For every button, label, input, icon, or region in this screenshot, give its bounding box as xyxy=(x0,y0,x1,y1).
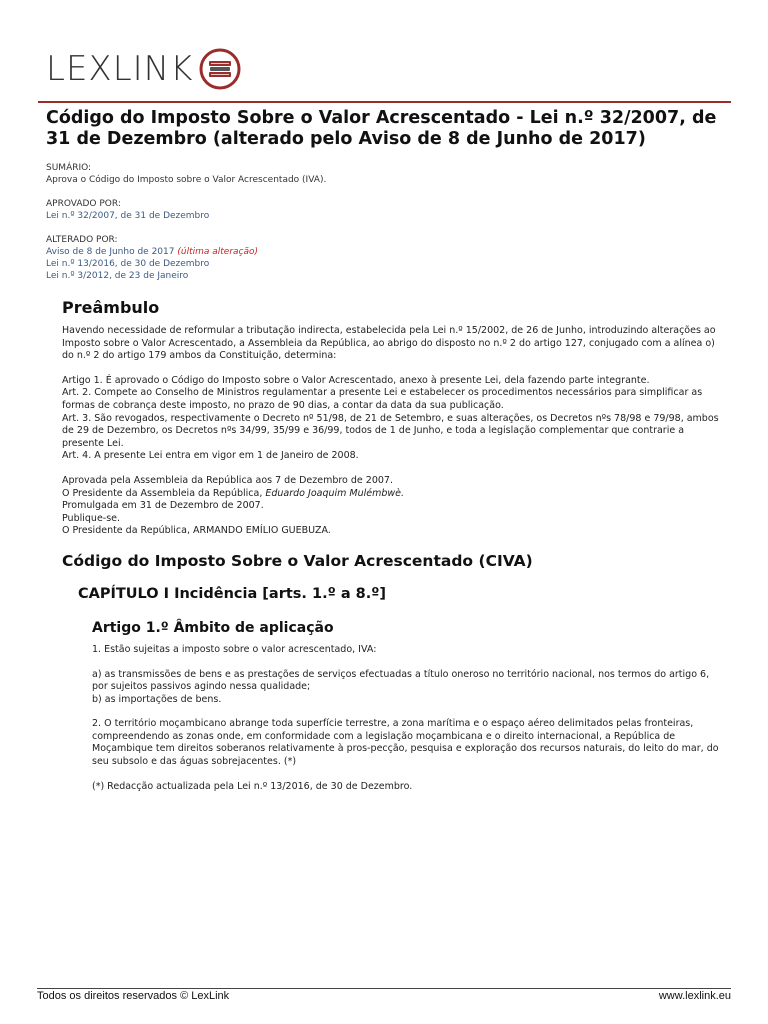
amended-link[interactable]: Lei n.º 13/2016, de 30 de Dezembro xyxy=(46,259,210,269)
article-heading: Artigo 1.º Âmbito de aplicação xyxy=(92,619,334,636)
copyright-notice: Todos os direitos reservados © LexLink xyxy=(37,990,230,1002)
logo-wordmark: LEXLINK xyxy=(46,49,194,89)
article-body xyxy=(92,644,726,793)
assembly-president-line xyxy=(62,488,726,501)
header xyxy=(46,48,730,104)
approval-line: Aprovada pela Assembleia da República aos 7 de Dezembro de 2007. xyxy=(62,474,393,486)
approved-link[interactable]: Lei n.º 32/2007, de 31 de Dezembro xyxy=(46,211,210,221)
article-footnote: (*) Redacção actualizada pela Lei n.º 13/2016, de 30 de Dezembro. xyxy=(92,780,413,792)
summary-block xyxy=(46,162,726,186)
summary-text: Aprova o Código do Imposto sobre o Valor Acrescentado (IVA). xyxy=(46,175,327,185)
publish-line: Publique-se. xyxy=(62,512,121,524)
stacked-books-icon xyxy=(199,48,241,90)
footer-divider xyxy=(37,988,731,989)
president-line: O Presidente da República, ARMANDO EMÍLIO GUEBUZA. xyxy=(62,525,331,537)
promulgation-line: Promulgada em 31 de Dezembro de 2007. xyxy=(62,500,264,512)
preamble-heading: Preâmbulo xyxy=(62,298,160,317)
page-title: Código do Imposto Sobre o Valor Acrescentado - Lei n.º 32/2007, de 31 de Dezembro (alterado pelo Aviso de 8 de Junho de 2017) xyxy=(46,108,717,149)
approved-block xyxy=(46,198,726,222)
document-content xyxy=(46,108,726,793)
preamble-article: Art. 3. São revogados, respectivamente o Decreto nº 51/98, de 21 de Setembro, e suas alterações, os Decretos nºs 78/98 e 79/98, ambos de 29 de Dezembro, os Decretos nºs 34/99, 35/99 e 36/99, todos de 1 de Junho, e toda a legislação complementar que contrarie a presente Lei. xyxy=(62,412,719,449)
amended-block xyxy=(46,234,726,282)
assembly-president-name: Eduardo Joaquim Mulémbwè. xyxy=(265,487,405,499)
preamble-intro: Havendo necessidade de reformular a tributação indirecta, estabelecida pela Lei n.º 15/2002, de 26 de Junho, introduzindo alterações ao Imposto sobre o Valor Acrescentado, a Assembleia da República, ao abrigo do disposto no n.º 2 do artigo 127, conjugado com a alínea o) do n.º 2 do artigo 179 ambos da Constituição, determina: xyxy=(62,325,716,362)
chapter-heading: CAPÍTULO I Incidência [arts. 1.º a 8.º] xyxy=(78,585,387,602)
approved-label: APROVADO POR: xyxy=(46,199,121,209)
preamble-article: Artigo 1. É aprovado o Código do Imposto sobre o Valor Acrescentado, anexo à presente Lei, dela fazendo parte integrante. xyxy=(62,374,650,386)
preamble-section xyxy=(62,298,726,538)
assembly-president-prefix: O Presidente da Assembleia da República, xyxy=(62,487,266,499)
amended-link[interactable]: Lei n.º 3/2012, de 23 de Janeiro xyxy=(46,271,189,281)
preamble-article: Art. 4. A presente Lei entra em vigor em 1 de Janeiro de 2008. xyxy=(62,450,359,462)
article-paragraph: a) as transmissões de bens e as prestações de serviços efectuadas a título oneroso no território nacional, nos termos do artigo 6, por sujeitos passivos agindo nessa qualidade; xyxy=(92,668,710,693)
latest-change-note: (última alteração) xyxy=(177,247,259,257)
lexlink-logo[interactable] xyxy=(46,48,241,90)
summary-label: SUMÁRIO: xyxy=(46,163,92,173)
amended-item xyxy=(46,246,726,258)
preamble-article: Art. 2. Compete ao Conselho de Ministros regulamentar a presente Lei e estabelecer os procedimentos necessários para simplificar as formas de cobrança deste imposto, no prazo de 90 dias, a contar da data da sua publicação. xyxy=(62,387,703,411)
article-paragraph: b) as importações de bens. xyxy=(92,693,222,705)
article-paragraph: 2. O território moçambicano abrange toda superfície terrestre, a zona marítima e o espaço aéreo delimitados pelas fronteiras, compreendendo as zonas onde, em conformidade com a legislação moçambicana e o direito internacional, a República de Moçambique tem direitos soberanos relativamente à pros-pecção, pesquisa e exploração dos recursos naturais, do leito do mar, do seu subsolo e das águas sobrejacentes. (*) xyxy=(92,718,719,768)
amended-label: ALTERADO POR: xyxy=(46,235,118,245)
website-link[interactable]: www.lexlink.eu xyxy=(658,990,731,1002)
header-divider xyxy=(38,101,731,103)
amended-link[interactable]: Aviso de 8 de Junho de 2017 xyxy=(46,247,175,257)
article-paragraph: 1. Estão sujeitas a imposto sobre o valor acrescentado, IVA: xyxy=(92,643,377,655)
code-title: Código do Imposto Sobre o Valor Acrescentado (CIVA) xyxy=(62,551,533,570)
